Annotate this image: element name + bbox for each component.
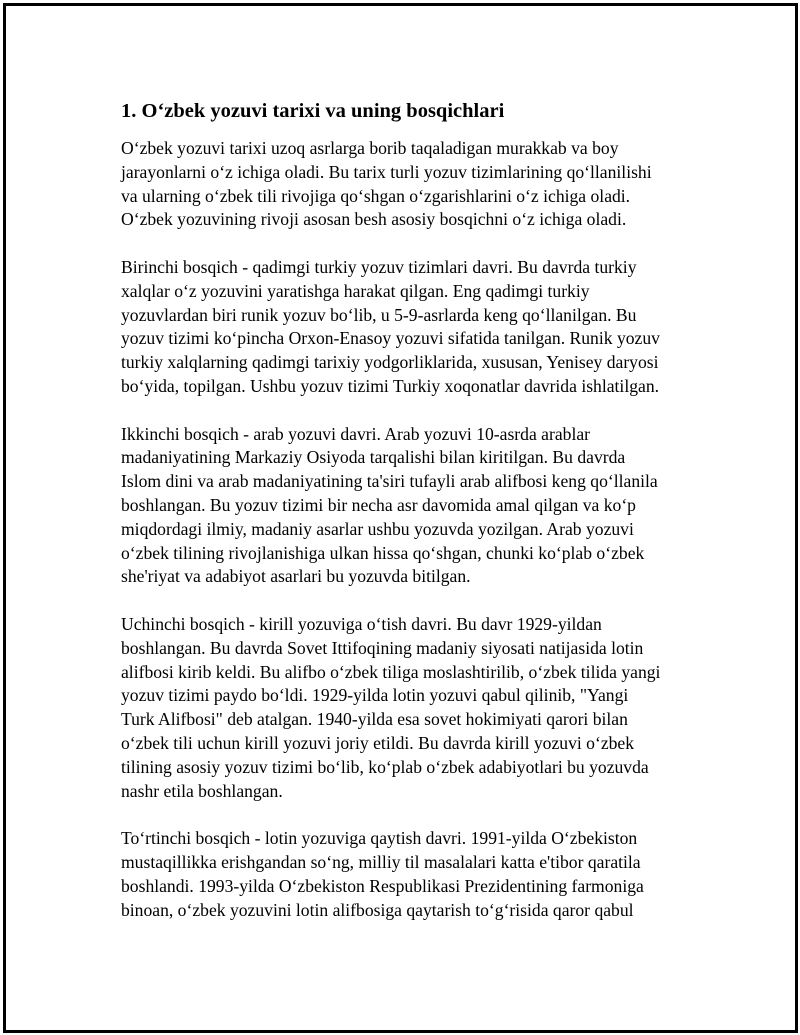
text-line: tilining asosiy yozuv tizimi bo‘lib, ko‘plab o‘zbek adabiyotlari bu yozuvda (121, 756, 649, 777)
text-line: O‘zbek yozuvining rivoji asosan besh asosiy bosqichni o‘z ichiga oladi. (121, 209, 627, 230)
text-line: mustaqillikka erishgandan so‘ng, milliy til masalalari katta e'tibor qaratila (121, 851, 641, 872)
text-line: binoan, o‘zbek yozuvini lotin alifbosiga qaytarish to‘g‘risida qaror qabul (121, 899, 634, 920)
text-line: turkiy xalqlarning qadimgi tarixiy yodgorliklarida, xususan, Yenisey daryosi (121, 352, 659, 373)
text-line: yozuv tizimi ko‘pincha Orxon-Enasoy yozuvi sifatida tanilgan. Runik yozuv (121, 328, 660, 349)
text-line: boshlangan. Bu davrda Sovet Ittifoqining madaniy siyosati natijasida lotin (121, 637, 644, 658)
text-line: boshlangan. Bu yozuv tizimi bir necha asr davomida amal qilgan va ko‘p (121, 494, 636, 515)
text-line: yozuv tizimi paydo bo‘ldi. 1929-yilda lotin yozuvi qabul qilinib, "Yangi (121, 685, 629, 706)
document-body (121, 98, 696, 946)
text-line: Turk Alifbosi" deb atalgan. 1940-yilda esa sovet hokimiyati qarori bilan (121, 709, 628, 730)
text-line: To‘rtinchi bosqich - lotin yozuviga qaytish davri. 1991-yilda O‘zbekiston (121, 828, 638, 849)
text-line: Ikkinchi bosqich - arab yozuvi davri. Arab yozuvi 10-asrda arablar (121, 423, 591, 444)
text-line: yozuvlardan biri runik yozuv bo‘lib, u 5-9-asrlarda keng qo‘llanilgan. Bu (121, 304, 637, 325)
text-line: madaniyatining Markaziy Osiyoda tarqalishi bilan kiritilgan. Bu davrda (121, 447, 626, 468)
text-line: bo‘yida, topilgan. Ushbu yozuv tizimi Turkiy xoqonatlar davrida ishlatilgan. (121, 375, 660, 396)
paragraph-intro (121, 137, 696, 232)
text-line: o‘zbek tili uchun kirill yozuvi joriy etildi. Bu davrda kirill yozuvi o‘zbek (121, 732, 635, 753)
text-line: jarayonlarni o‘z ichiga oladi. Bu tarix turli yozuv tizimlarining qo‘llanilishi (121, 161, 652, 182)
text-line: Birinchi bosqich - qadimgi turkiy yozuv tizimlari davri. Bu davrda turkiy (121, 256, 637, 277)
text-line: Uchinchi bosqich - kirill yozuviga o‘tish davri. Bu davr 1929-yildan (121, 613, 602, 634)
paragraph-stage-four (121, 827, 696, 922)
paragraph-stage-two (121, 423, 696, 590)
text-line: boshlandi. 1993-yilda O‘zbekiston Respublikasi Prezidentining farmoniga (121, 875, 644, 896)
text-line: xalqlar o‘z yozuvini yaratishga harakat qilgan. Eng qadimgi turkiy (121, 280, 590, 301)
paragraph-stage-one (121, 256, 696, 399)
page-frame (3, 3, 798, 1033)
text-line: miqdordagi ilmiy, madaniy asarlar ushbu yozuvda yozilgan. Arab yozuvi (121, 518, 634, 539)
section-heading: 1. O‘zbek yozuvi tarixi va uning bosqichlari (121, 100, 505, 122)
text-line: Islom dini va arab madaniyatining ta'siri tufayli arab alifbosi keng qo‘llanila (121, 471, 658, 492)
text-line: va ularning o‘zbek tili rivojiga qo‘shgan o‘zgarishlarini o‘z ichiga oladi. (121, 185, 631, 206)
text-line: nashr etila boshlangan. (121, 780, 283, 801)
text-line: alifbosi kirib keldi. Bu alifbo o‘zbek tiliga moslashtirilib, o‘zbek tilida yangi (121, 661, 661, 682)
text-line: O‘zbek yozuvi tarixi uzoq asrlarga borib taqaladigan murakkab va boy (121, 138, 619, 158)
text-line: she'riyat va adabiyot asarlari bu yozuvda bitilgan. (121, 566, 471, 587)
paragraph-stage-three (121, 613, 696, 803)
text-line: o‘zbek tilining rivojlanishiga ulkan hissa qo‘shgan, chunki ko‘plab o‘zbek (121, 542, 645, 563)
